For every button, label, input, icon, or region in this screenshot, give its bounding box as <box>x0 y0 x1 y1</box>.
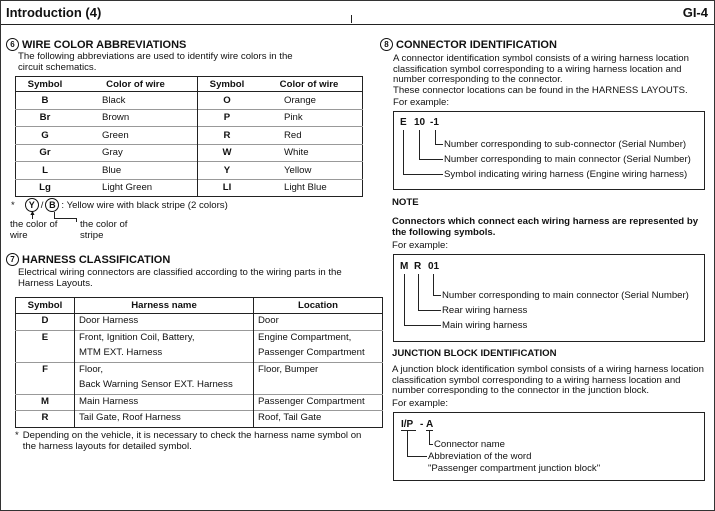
location-cell: Roof, Tail Gate <box>254 411 383 428</box>
connector-description: A connector identification symbol consists of a wiring harness location classification symbol corresponding to a wiring harness location and number corresponding to the connector. These connector locations can be found in the HARNESS LAYOUTS. <box>393 53 689 96</box>
code-label: "Passenger compartment junction block" <box>428 463 601 474</box>
table-row <box>16 144 363 162</box>
section-heading: CONNECTOR IDENTIFICATION <box>396 38 557 51</box>
harness-name-cell: Back Warning Sensor EXT. Harness <box>75 378 254 394</box>
slash: / <box>40 199 44 211</box>
color-cell: Light Blue <box>256 179 363 197</box>
symbol-cell: W <box>198 144 257 162</box>
pointer-line <box>429 444 433 445</box>
example-label: For example: <box>392 398 448 409</box>
code-label: Symbol indicating wiring harness (Engine wiring harness) <box>444 169 688 180</box>
code-label: Number corresponding to main connector (Serial Number) <box>444 154 691 165</box>
symbol-cell: M <box>16 394 75 411</box>
code-connector: A <box>426 419 434 430</box>
header-divider <box>351 15 352 23</box>
pointer-line <box>429 431 430 444</box>
pointer-line <box>435 144 443 145</box>
col-header: Location <box>254 298 383 314</box>
col-header: Symbol <box>16 298 75 314</box>
section-number: 6 <box>6 38 19 51</box>
note-text: Connectors which connect each wiring harness are represented by the following symbols. <box>392 216 699 238</box>
arrow-up-icon: ▲ <box>29 210 36 217</box>
color-cell: Light Green <box>74 179 198 197</box>
code-dash: - <box>420 419 424 430</box>
asterisk: * <box>15 430 19 441</box>
symbol-cell: Lg <box>16 179 75 197</box>
symbol-cell: R <box>198 127 257 145</box>
code-label: Connector name <box>434 439 505 450</box>
table-row <box>16 394 383 411</box>
pointer-line <box>433 295 441 296</box>
symbol-cell: Y <box>198 162 257 180</box>
pointer-line <box>419 130 420 160</box>
code-label: Number corresponding to main connector (Serial Number) <box>442 290 689 301</box>
code-sub: -1 <box>430 117 439 128</box>
stripe-color-label: the color of stripe <box>80 219 128 241</box>
table-row <box>16 127 363 145</box>
color-cell: Yellow <box>256 162 363 180</box>
table-row <box>16 109 363 127</box>
color-cell: Green <box>74 127 198 145</box>
col-header: Harness name <box>75 298 254 314</box>
harness-name-cell: Floor, <box>75 362 254 378</box>
location-cell: Passenger Compartment <box>258 347 365 358</box>
symbol-cell: LI <box>198 179 257 197</box>
harness-table <box>15 297 383 428</box>
color-cell: Brown <box>74 109 198 127</box>
page-header <box>1 1 714 25</box>
page-number: GI-4 <box>682 5 708 20</box>
harness-name-cell: Door Harness <box>75 314 254 331</box>
table-row <box>16 411 383 428</box>
note-text: Depending on the vehicle, it is necessary to check the harness name symbol on the harness layouts for detailed symbol. <box>22 430 362 452</box>
wire-color-section-title <box>6 38 186 51</box>
example-label: For example: <box>393 97 449 108</box>
junction-description: A junction block identification symbol consists of a wiring harness location classification symbol corresponding to a wiring harness location and number corresponding to the connector in the junction block. <box>392 364 704 396</box>
pointer-line <box>407 431 408 456</box>
connector-section-title <box>380 38 557 51</box>
table-row <box>16 92 363 110</box>
section-heading: HARNESS CLASSIFICATION <box>22 253 171 266</box>
pointer-line <box>404 325 441 326</box>
col-header: Symbol <box>198 77 257 92</box>
color-cell: Blue <box>74 162 198 180</box>
col-header: Color of wire <box>256 77 363 92</box>
pointer-line <box>433 274 434 295</box>
code-number: 01 <box>428 261 440 272</box>
example-label: For example: <box>392 240 448 251</box>
pointer-line <box>418 310 441 311</box>
wire-color-table <box>15 76 363 197</box>
circled-symbol: B <box>45 198 59 212</box>
code-label: Main wiring harness <box>442 320 528 331</box>
pointer-line <box>403 174 443 175</box>
table-row <box>16 362 383 378</box>
circled-symbol: Y <box>25 198 39 212</box>
symbol-cell: G <box>16 127 75 145</box>
symbol-cell: B <box>16 92 75 110</box>
symbol-cell: P <box>198 109 257 127</box>
col-header: Color of wire <box>74 77 198 92</box>
table-row <box>16 179 363 197</box>
section-heading: WIRE COLOR ABBREVIATIONS <box>22 38 187 51</box>
harness-description: Electrical wiring connectors are classified according to the wiring parts in the Harness Layouts. <box>18 267 342 289</box>
symbol-cell: D <box>16 314 75 331</box>
pointer-line <box>419 159 443 160</box>
code-harness: E <box>400 117 407 128</box>
location-cell: Door <box>254 314 383 331</box>
table-row <box>16 378 383 394</box>
section-number: 8 <box>380 38 393 51</box>
table-row <box>16 346 383 362</box>
color-cell: Red <box>256 127 363 145</box>
color-cell: Black <box>74 92 198 110</box>
underline <box>401 430 416 431</box>
color-cell: Gray <box>74 144 198 162</box>
pointer-line <box>403 130 404 175</box>
harness-name-cell: MTM EXT. Harness <box>75 346 254 362</box>
harness-name-cell: Main Harness <box>75 394 254 411</box>
pointer-line <box>418 274 419 310</box>
table-row <box>16 314 383 331</box>
example-text: : Yellow wire with black stripe (2 colors) <box>61 199 228 211</box>
harness-section-title <box>6 253 170 266</box>
pointer-line <box>404 274 405 325</box>
location-cell: Floor, Bumper <box>254 362 383 378</box>
pointer-line <box>76 218 77 222</box>
pointer-line <box>435 130 436 144</box>
wire-color-description: The following abbreviations are used to identify wire colors in the circuit schematics. <box>18 51 293 73</box>
location-cell: Engine Compartment, <box>254 330 383 346</box>
location-cell: Passenger Compartment <box>254 394 383 411</box>
harness-name-cell: Front, Ignition Coil, Battery, <box>75 330 254 346</box>
page-title: Introduction (4) <box>6 5 102 20</box>
pointer-line <box>407 456 427 457</box>
code-label: Number corresponding to sub-connector (Serial Number) <box>444 139 687 150</box>
harness-note <box>15 431 375 452</box>
symbol-cell: F <box>16 362 75 378</box>
table-row <box>16 162 363 180</box>
symbol-cell: R <box>16 411 75 428</box>
table-row <box>16 330 383 346</box>
symbol-cell: Br <box>16 109 75 127</box>
junction-heading: JUNCTION BLOCK IDENTIFICATION <box>392 348 557 359</box>
symbol-cell: L <box>16 162 75 180</box>
wire-color-example <box>11 198 228 212</box>
color-cell: Pink <box>256 109 363 127</box>
code-label: Rear wiring harness <box>442 305 528 316</box>
code-label: Abbreviation of the word <box>428 451 532 462</box>
symbol-cell: Gr <box>16 144 75 162</box>
code-main: 10 <box>414 117 426 128</box>
code-abbreviation: I/P <box>401 419 414 430</box>
symbol-cell: E <box>16 330 75 346</box>
asterisk: * <box>11 199 15 211</box>
symbol-cell: O <box>198 92 257 110</box>
col-header: Symbol <box>16 77 75 92</box>
color-cell: Orange <box>256 92 363 110</box>
wire-color-label: the color of wire <box>10 219 58 241</box>
code-rear-harness: R <box>414 261 422 272</box>
note-heading: NOTE <box>392 197 419 208</box>
harness-name-cell: Tail Gate, Roof Harness <box>75 411 254 428</box>
code-main-harness: M <box>400 261 409 272</box>
color-cell: White <box>256 144 363 162</box>
section-number: 7 <box>6 253 19 266</box>
